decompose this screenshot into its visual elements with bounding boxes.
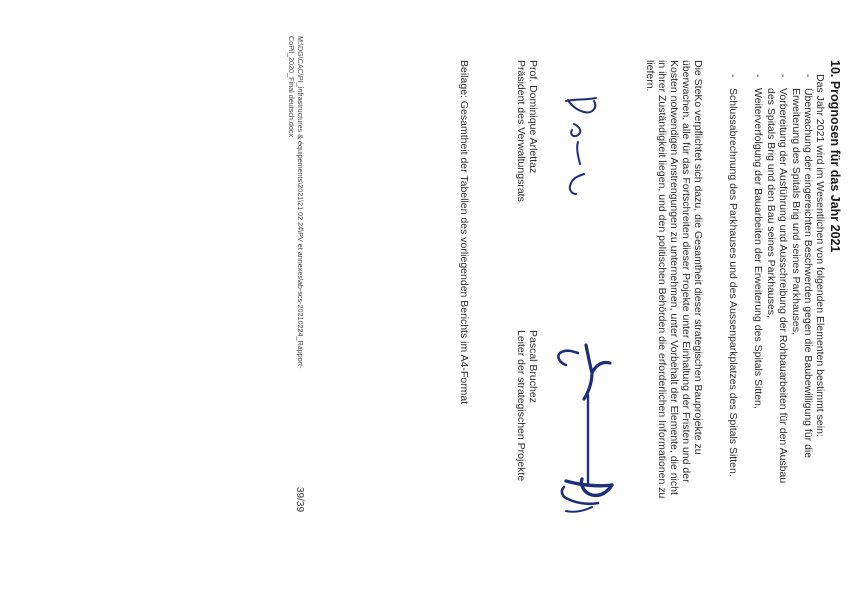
bullet-item (751, 74, 764, 409)
bullet-item (776, 74, 789, 483)
bullet-continuation: Erweiterung des Spitals Brig und seines Parkhauses, (790, 88, 802, 335)
section-heading: 10. Prognosen für das Jahr 2021 (828, 60, 842, 253)
signatory-right-name: Pascal Bruchez (527, 330, 539, 403)
intro-text: Das Jahr 2021 wird im Wesentlichen von folgenden Elementen bestimmt sein: (814, 74, 826, 437)
page-number: 39/39 (294, 487, 305, 513)
signatory-left-name: Prof. Dominique Arlettaz (527, 60, 539, 174)
bullet-text: Vorbereitung der Ausführung und Ausschreibung der Rohbauarbeiten für den Ausbau (777, 88, 789, 484)
paragraph-line: liefern. (644, 60, 656, 92)
signature-right-image (540, 335, 632, 525)
bullet-marker: - (752, 74, 764, 78)
bullet-text: Schlussabrechnung des Parkhauses und des Aussenparkplatzes des Spitals Sitten. (727, 88, 739, 477)
paragraph-line: in ihrer Zuständigkeit liegen, und den politischen Behörden die erforderlichen Informationen zu (656, 60, 668, 499)
footer-file-path: M:\DG\CAC\PI_infrastructures & équipements\2021\21 02 24\PV et annexes\ab-scs-20210224_Rapport- (296, 36, 305, 369)
signatory-right-title: Leiter der strategischen Projekte (515, 330, 527, 482)
bullet-text: Weiterverfolgung der Bauarbeiten der Erweiterung des Spitals Sitten, (752, 88, 764, 409)
bullet-item (801, 74, 814, 458)
bullet-marker: - (802, 74, 814, 78)
bullet-item (726, 74, 739, 477)
signatory-left-title: Präsident des Verwaltungsrats (515, 60, 527, 202)
bullet-marker: - (727, 74, 739, 78)
paragraph-line: Die SteKo verpflichtet sich dazu, die Gesamtheit dieser strategischen Bauprojekte zu (692, 60, 704, 455)
bullet-marker: - (777, 74, 789, 78)
footer-file-path-continuation: CoPil_2020_Final deutsch.docx (287, 36, 296, 138)
paragraph-line: Kosten notwendigen Anstrengungen zu unternehmen, unter Vorbehalt der Elemente, die nicht (668, 60, 680, 495)
paragraph-line: überwachen, alle für das Fortschreiten dieser Projekte unter Einhaltung der Fristen und der (680, 60, 692, 483)
bullet-text: Überwachung der eingereichten Beschwerden gegen die Baubewilligung für die (802, 88, 814, 459)
bullet-continuation: des Spitals Brig und den Bau seines Parkhauses, (765, 88, 777, 318)
signature-left-image (550, 90, 608, 200)
attachment-note: Beilage: Gesamtheit der Tabellen des vorliegenden Berichts im A4-Format (458, 60, 470, 405)
